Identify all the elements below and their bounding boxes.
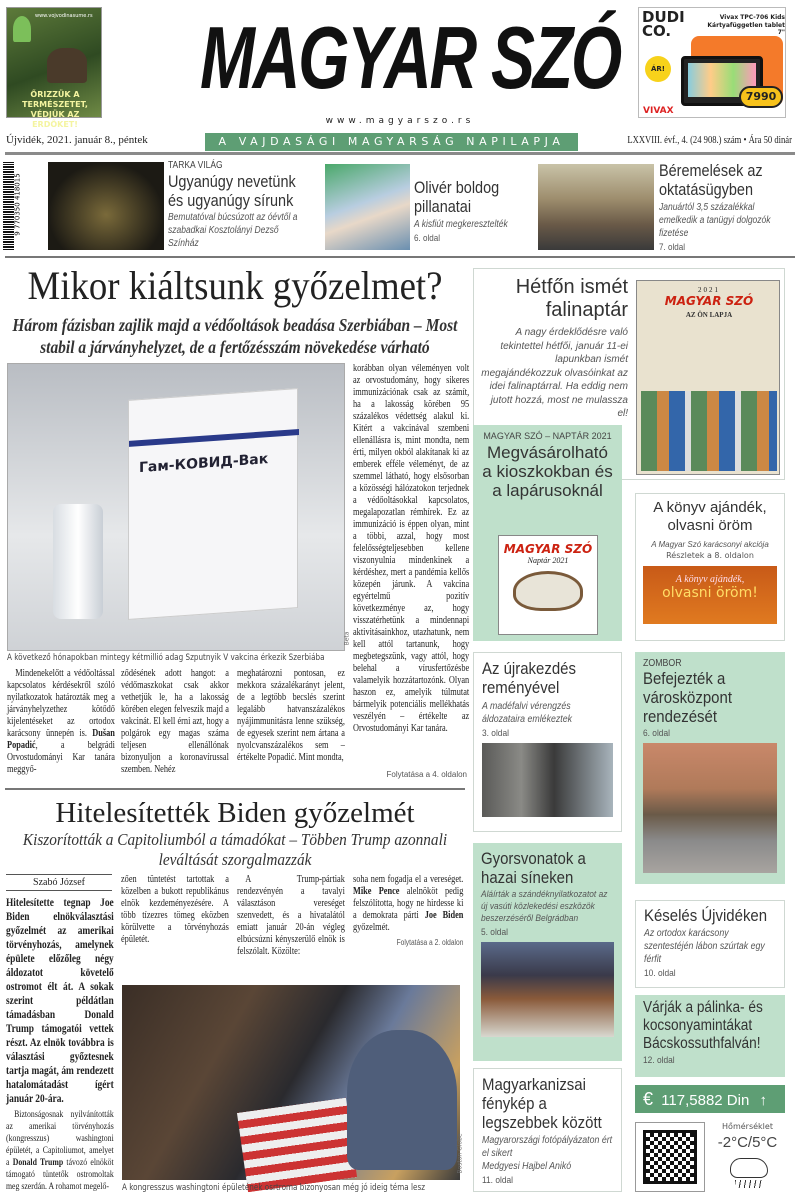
ad-maker: VIVAX: [643, 106, 674, 116]
website-url[interactable]: www.magyarszo.rs: [325, 116, 475, 126]
calendar-title: Hétfőn ismét falinaptár: [515, 276, 628, 321]
lead-col-4: korábban olyan véleményen volt az orvostudomány, hogy sikeres immunizációnak csak az számít, ha a lakosság körében 95 százalékos védettség alakul ki. Kitért a vakcinával szembeni ellenállásra is, mint mondta, nem érti, milyen okból alakítanak ki az emberek efféle véleményt, de az szemmel látható, hogy elsősorban a közösségi hálózatokon terjednek a védőoltásokkal kapcsolatos, megalapozatlan rémhírek. Ez az immunizáció is éppen olyan, mint a többi, azzal, hogy most felelősségteljesebben kellene viszonyulnia mindenkinek a kérdéshez, mert a pandémia kellős közepén járunk. A vakcina egyértelmű pozitív következménye az, hogy visszatérhetünk a mindennapi aktivitásainkhoz, utazhatunk, nem kell attól tartanunk, hogy megbetegszünk, vagy attól, hogy belehal a vírusfertőzésbe valamelyik hozzátartozónk. Olyan haszon ez, amelyik túlmutat bármelyik potenciális mellékhatás veszélyén – értékelte az Orvostudományi Kar tanára.: [353, 363, 470, 734]
kanizsa-text: [482, 1075, 613, 1186]
calendar-year: 2021: [698, 286, 720, 294]
vaccine-vial: [53, 504, 103, 619]
gyors-box[interactable]: [473, 843, 622, 1061]
second-col-4-text: [353, 874, 463, 934]
keseles-lead: Az ortodox karácsony szentestéjén lábon szúrtak egy férfit: [644, 928, 765, 965]
teaser-lead: Januártól 3,5 százalékkal emelkedik a tanügyi dolgozók fizetése: [659, 202, 771, 239]
continued-link[interactable]: Folytatása a 2. oldalon: [396, 938, 464, 947]
zombor-kicker: ZOMBOR: [643, 658, 682, 669]
teaser-kicker: TARKA VILÁG: [168, 160, 223, 171]
ad-tablet[interactable]: [638, 7, 786, 118]
text: Mindenekelőtt a védőoltással kapcsolatos kérdésekről szóló nyilatkozatok határozták meg a járványhelyzethez kötődő kijelentéseket az ortodox karácsony ünnepén is.: [7, 668, 115, 739]
calendar-lead: A nagy érdeklődésre való tekintettel hétfői, január 11-ei lapunkban ismét megajándékozzuk olvasóinkat az idei falinaptárral. Ha eddig nem jutott hozzá, most ne mulassza el!: [481, 327, 628, 419]
second-subhead: Kiszorították a Capitoliumból a támadókat – Többen Trump azonnali leváltását szorgalmazzák: [22, 830, 448, 869]
text: távozó elnököt támogató tüntetők ostromoltak meg szerdán. A rohamot megelő-: [6, 1157, 114, 1192]
flag-image: [237, 1098, 357, 1193]
memorial-photo: [482, 743, 613, 817]
lead-col-3: meghatározni pontosan, ez mekkora százalékarányt jelent, de a legtöbb becslés szerint legalább hatvanszázalékos nyájimmunitásra lenne szükség, de egyesek szerint nem ártana a nyolcvanszázalékos sem – értékelte Popadić. Mint mondta,: [237, 668, 345, 763]
naptar-cover: [498, 535, 598, 635]
second-col-3: A Trump-pártiak rendezvényén a tavalyi választáson vereséget szenvedett, és a hivatalától emiatt január 20-án végleg elbúcsúzni kényszerülő elnök is felszólalt. Közölte:: [237, 874, 345, 957]
calendar-logo: MAGYAR SZÓ: [664, 294, 754, 308]
gyors-lead: Aláírták a szándéknyilatkozatot az új vasúti közlekedési eszközök beszerzéséről Belgrádban: [481, 889, 608, 924]
teaser-photo-theatre[interactable]: [48, 162, 164, 250]
ujrakezdes-page: 3. oldal: [482, 728, 509, 739]
zombor-title: Befejezték a városközpont rendezését: [643, 669, 732, 726]
teaser-page: 7. oldal: [659, 242, 686, 253]
calendar-ads: [641, 391, 777, 471]
palinka-text: [643, 999, 777, 1066]
vaccine-box-stripe: [129, 429, 299, 447]
kanizsa-page: 11. oldal: [482, 1175, 513, 1186]
ad-badge: ÁR!: [645, 56, 671, 82]
vaccine-box-label: Гам-КОВИД-Вак: [139, 451, 269, 477]
ad-price: 7990: [739, 86, 783, 108]
arrow-up-icon: ↑: [759, 1092, 767, 1109]
kanizsa-title: Magyarkanizsai fénykép a legszebbek között: [482, 1075, 602, 1132]
keseles-page: 10. oldal: [644, 968, 676, 979]
second-lead: Hitelesítette tegnap Joe Biden elnökválasztási győzelmét az amerikai törvényhozás, amelynek épülete előzőleg négy áldozatot követelő ostromot élt át. A sokak szerint példátlan támadásban Donald Trump támogatói vettek részt. Az elnök továbbra is választási győztesnek tartja magát, ám rendezett hatalomátadást ígért január 20-ára.: [6, 896, 114, 1105]
exchange-value: 117,5882 Din: [661, 1092, 750, 1109]
ujrakezdes-text: [482, 659, 613, 739]
text: , a belgrádi Orvostudományi Kar tanára meggyő-: [7, 740, 115, 775]
gyors-title: Gyorsvonatok a hazai síneken: [481, 849, 586, 887]
vaccine-photo[interactable]: [7, 363, 345, 651]
book-banner: [643, 566, 777, 624]
teaser-title: Olivér boldog pillanatai: [414, 178, 500, 216]
kanizsa-box[interactable]: [473, 1068, 622, 1192]
teaser-page: 6. oldal: [414, 233, 441, 244]
rain-drops: [735, 1180, 763, 1188]
cover-sub: Naptár 2021: [527, 556, 569, 565]
continued-link[interactable]: Folytatása a 4. oldalon: [386, 770, 467, 779]
train-signing-photo: [481, 942, 614, 1037]
keseles-text: [644, 906, 776, 979]
book-page: Részletek a 8. oldalon: [666, 551, 754, 560]
ujrakezdes-lead: A madéfalvi vérengzés áldozataira emlékeztek: [482, 701, 573, 725]
qr-code[interactable]: [635, 1122, 705, 1192]
issue-info: LXXVIII. évf., 4. (24 908.) szám • Ára 50 dinár: [627, 134, 792, 146]
teaser-1[interactable]: [168, 160, 301, 250]
divider: [5, 152, 795, 155]
ujrakezdes-box[interactable]: [473, 652, 622, 832]
kanizsa-author: Medgyesi Hajbel Anikó: [482, 1161, 572, 1172]
banner-line-2: olvasni öröm!: [662, 585, 758, 601]
bread-image: [513, 571, 583, 611]
keseles-box[interactable]: [635, 900, 785, 988]
ujrakezdes-title: Az újrakezdés reményével: [482, 659, 576, 697]
naptar-box[interactable]: [473, 425, 622, 641]
gyors-text: [481, 849, 614, 938]
vaccine-box: [128, 388, 298, 620]
lead-headline[interactable]: Mikor kiáltsunk győzelmet?: [27, 263, 443, 308]
teaser-photo-baby[interactable]: [325, 164, 410, 250]
zombor-text: [643, 658, 777, 739]
qr-pattern: [646, 1133, 694, 1181]
second-headline[interactable]: Hitelesítették Biden győzelmét: [55, 797, 415, 829]
ad-brand: DUDI CO.: [642, 8, 685, 40]
capitol-photo[interactable]: [122, 985, 460, 1180]
deer-image: [47, 48, 87, 83]
naptar-kicker: MAGYAR SZÓ – NAPTÁR 2021: [483, 431, 612, 441]
logo[interactable]: MAGYAR SZÓ: [200, 8, 620, 107]
rain-cloud-icon: [730, 1158, 768, 1178]
zombor-box[interactable]: [635, 652, 785, 884]
teaser-title: Béremelések az oktatásügyben: [659, 161, 763, 199]
person-name: Mike Pence: [353, 886, 400, 897]
lead-subhead: Három fázisban zajlik majd a védőoltások beadása Szerbiában – Most stabil a járványhelyzet, de a fertőzésszám növekedése várható: [12, 315, 458, 357]
keseles-title: Késelés Újvidéken: [644, 906, 768, 925]
text: Biztonságosnak nyilvánították az amerikai törvényhozás (kongresszus) washingtoni épületét, a Capitoliumot, amelyet a: [6, 1109, 114, 1168]
second-col-4: [353, 874, 463, 949]
zombor-page: 6. oldal: [643, 728, 670, 739]
book-lead: A Magyar Szó karácsonyi akciója: [651, 540, 769, 549]
text: alelnököt pedig felszólította, hogy ne hirdesse ki a demokrata párti: [353, 886, 464, 921]
tree-logo-icon: [13, 16, 31, 42]
naptar-title: Megvásárolható a kioszkokban és a lapárusoknál: [482, 443, 613, 500]
cover-logo: MAGYAR SZÓ: [503, 542, 593, 556]
lead-col-2: ződésének adott hangot: a védőmaszkokat csak akkor vethetjük le, ha a lakosság körében elegen felveszik majd a vakcinát. El kell érni azt, hogy a polgárok egy magas száma teljesen ellenállónak bizonyuljon a koronavírussal szemben. Nehéz: [121, 668, 229, 775]
text: soha nem fogadja el a vereséget.: [353, 874, 464, 885]
weather-label: Hőmérséklet: [722, 1122, 773, 1131]
palinka-page: 12. oldal: [643, 1055, 675, 1066]
divider: [5, 788, 465, 790]
gyors-page: 5. oldal: [481, 927, 508, 938]
second-col-2: zően tüntetést tartottak a közelben a bukott republikánus elnök kezdeményezésére. A több tízezres tömeg eközben körülvette a törvényhozás épületét.: [121, 874, 229, 945]
teaser-title: Ugyanúgy nevetünk és ugyanúgy sírunk: [168, 172, 296, 210]
divider: [5, 256, 795, 258]
teaser-lead: Bemutatóval búcsúzott az óévtől a szabadkai Kosztolányi Dezső Színház: [168, 212, 298, 249]
kanizsa-lead: Magyarországi fotópályázaton ért el sikert: [482, 1135, 613, 1159]
weather-temp: -2°C/5°C: [717, 1134, 778, 1151]
calendar-sub: AZ ÖN LAPJA: [685, 311, 733, 319]
person-name: Donald Trump: [12, 1157, 64, 1168]
ad-site: www.vojvodinasume.rs: [35, 13, 93, 19]
barcode-number: 9 770350 418015: [13, 173, 22, 236]
photo-caption: A kongresszus washingtoni épületének osrtroma bizonyosan még jó ideig téma lesz: [122, 1183, 426, 1193]
teaser-2[interactable]: [414, 178, 531, 244]
person-name: Dušan Popadić: [7, 728, 115, 751]
date: Újvidék, 2021. január 8., péntek: [6, 134, 148, 146]
photo-caption: A következő hónapokban mintegy kétmillió adag Szputnyik V vakcina érkezik Szerbiába: [7, 653, 325, 663]
banner-line-1: A könyv ajándék,: [675, 574, 745, 585]
book-box[interactable]: [635, 493, 785, 641]
teaser-3[interactable]: [659, 161, 795, 253]
person-name: Joe Biden: [424, 910, 464, 921]
hoodie-figure: [347, 1030, 457, 1170]
second-col-1: [6, 896, 114, 1193]
book-title: A könyv ajándék, olvasni öröm: [653, 499, 767, 534]
exchange-rate-bar: [635, 1085, 785, 1113]
photo-credit: Boston Globe: [456, 1133, 464, 1174]
second-body-1: [6, 1109, 114, 1193]
tagline: A VAJDASÁGI MAGYARSÁG NAPILAPJA: [205, 133, 578, 151]
teaser-lead: A kisfiút megkeresztelték: [414, 219, 508, 230]
teaser-photo-classroom[interactable]: [538, 164, 654, 250]
text: győzelmét.: [353, 922, 390, 933]
barcode: [3, 162, 14, 250]
ad-product: Vivax TPC-706 Kids Kártyafüggetlen tablet 7": [707, 14, 785, 36]
calendar-image[interactable]: [636, 280, 780, 475]
euro-icon: €: [643, 1089, 654, 1109]
palinka-box[interactable]: [635, 995, 785, 1077]
street-photo: [643, 743, 777, 873]
byline: Szabó József: [6, 874, 112, 891]
lead-col-1: [7, 668, 115, 776]
ad-forest[interactable]: [6, 7, 102, 129]
photo-credit: Beta: [343, 631, 351, 646]
calendar-text: [478, 276, 628, 421]
palinka-title: Várják a pálinka- és kocsonyamintákat Bácskossuthfalván!: [643, 999, 763, 1052]
ad-slogan: ŐRIZZÜK A TERMÉSZETET, VÉDJÜK AZ ERDŐKET!: [22, 90, 88, 129]
